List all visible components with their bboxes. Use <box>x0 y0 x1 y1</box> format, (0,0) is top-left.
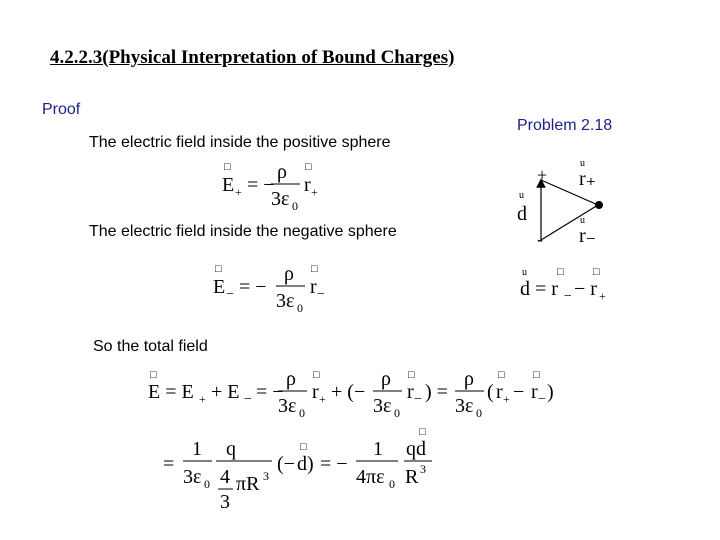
svg-text:3: 3 <box>420 462 426 476</box>
svg-text:(−: (− <box>277 453 295 475</box>
svg-text:□: □ <box>313 369 320 381</box>
svg-text:0: 0 <box>394 406 400 420</box>
text-total-field: So the total field <box>93 338 208 355</box>
proof-label: Proof <box>42 101 81 118</box>
svg-text:0: 0 <box>476 406 482 420</box>
problem-label: Problem 2.18 <box>517 117 613 134</box>
svg-text:qd: qd <box>406 438 426 460</box>
svg-text:□: □ <box>557 266 564 278</box>
svg-text:+: + <box>319 392 326 406</box>
svg-text:0: 0 <box>297 301 303 315</box>
svg-text:3: 3 <box>220 491 230 513</box>
svg-text:1: 1 <box>373 438 383 460</box>
svg-text:): ) <box>547 381 554 403</box>
svg-text:+: + <box>599 289 606 303</box>
svg-text:ρ: ρ <box>277 161 287 183</box>
svg-text:3ε: 3ε <box>271 188 290 210</box>
dipole-diagram <box>517 158 603 249</box>
svg-text:q: q <box>226 438 236 460</box>
equation-e-plus <box>222 161 318 213</box>
text-negative-sphere: The electric field inside the negative sphere <box>89 223 397 240</box>
svg-text:u: u <box>519 190 524 201</box>
svg-text:−: − <box>414 392 422 407</box>
svg-text:d = r: d = r <box>520 278 558 300</box>
svg-text:3ε: 3ε <box>278 395 297 417</box>
svg-text:d): d) <box>297 453 314 475</box>
svg-text:= −: = − <box>247 174 275 196</box>
svg-text:u: u <box>580 215 585 226</box>
svg-text:□: □ <box>533 369 540 381</box>
svg-text:3: 3 <box>263 469 269 483</box>
svg-text:ρ: ρ <box>286 368 296 390</box>
svg-text:−: − <box>513 381 525 403</box>
svg-text:E: E <box>222 174 235 196</box>
svg-text:□: □ <box>593 266 600 278</box>
svg-text:= −: = − <box>256 381 284 403</box>
svg-text:□: □ <box>498 369 505 381</box>
svg-text:R: R <box>405 466 419 488</box>
label-r-minus: r₋ <box>579 225 597 247</box>
equation-total-line1 <box>148 368 554 420</box>
svg-text:+: + <box>311 185 318 199</box>
svg-text:r: r <box>312 381 319 403</box>
field-point <box>595 201 603 209</box>
svg-text:□: □ <box>419 426 426 438</box>
svg-text:□: □ <box>215 263 222 275</box>
svg-text:−: − <box>564 289 572 304</box>
svg-text:r: r <box>496 381 503 403</box>
svg-text:πR: πR <box>236 473 260 495</box>
svg-text:−: − <box>317 287 325 302</box>
svg-text:3ε: 3ε <box>373 395 392 417</box>
svg-text:ρ: ρ <box>284 263 294 285</box>
svg-text:0: 0 <box>204 477 210 491</box>
label-d: d <box>517 203 527 225</box>
svg-text:ρ: ρ <box>381 368 391 390</box>
svg-text:4: 4 <box>220 466 230 488</box>
svg-text:r: r <box>531 381 538 403</box>
svg-text:3ε: 3ε <box>183 466 202 488</box>
svg-text:= −: = − <box>239 276 267 298</box>
svg-text:E = E: E = E <box>148 381 194 403</box>
svg-text:r: r <box>407 381 414 403</box>
svg-text:□: □ <box>150 369 157 381</box>
svg-text:□: □ <box>305 161 312 173</box>
svg-text:u: u <box>580 158 585 169</box>
minus-sign: - <box>537 229 543 249</box>
svg-text:□: □ <box>408 369 415 381</box>
svg-text:u: u <box>522 267 527 278</box>
svg-text:) =: ) = <box>425 381 448 403</box>
equation-d-relation <box>520 266 606 304</box>
svg-text:= −: = − <box>320 453 348 475</box>
svg-text:1: 1 <box>192 438 202 460</box>
svg-text:−: − <box>226 287 234 302</box>
svg-text:−: − <box>244 392 252 407</box>
svg-text:□: □ <box>300 441 307 453</box>
equation-e-minus <box>213 263 325 315</box>
svg-text:+ E: + E <box>211 381 240 403</box>
svg-text:+: + <box>503 392 510 406</box>
svg-text:(: ( <box>487 381 494 403</box>
svg-text:r: r <box>310 276 317 298</box>
plus-sign: + <box>537 165 548 185</box>
svg-text:+ (−: + (− <box>331 381 366 403</box>
svg-text:□: □ <box>311 263 318 275</box>
svg-text:4πε: 4πε <box>356 466 385 488</box>
svg-text:−: − <box>538 392 546 407</box>
slide-title: 4.2.2.3(Physical Interpretation of Bound Charges) <box>50 47 455 68</box>
equation-total-line2 <box>163 426 432 513</box>
svg-text:− r: − r <box>574 278 597 300</box>
text-positive-sphere: The electric field inside the positive sphere <box>89 134 391 151</box>
svg-text:+: + <box>199 392 206 406</box>
svg-text:ρ: ρ <box>464 368 474 390</box>
svg-text:0: 0 <box>389 477 395 491</box>
svg-text:=: = <box>163 453 175 475</box>
label-r-plus: r₊ <box>579 168 597 190</box>
svg-text:□: □ <box>224 161 231 173</box>
svg-text:0: 0 <box>299 406 305 420</box>
svg-text:r: r <box>304 174 311 196</box>
svg-text:E: E <box>213 276 226 298</box>
svg-text:3ε: 3ε <box>276 290 295 312</box>
svg-text:+: + <box>235 185 242 199</box>
svg-text:3ε: 3ε <box>455 395 474 417</box>
svg-text:0: 0 <box>292 199 298 213</box>
